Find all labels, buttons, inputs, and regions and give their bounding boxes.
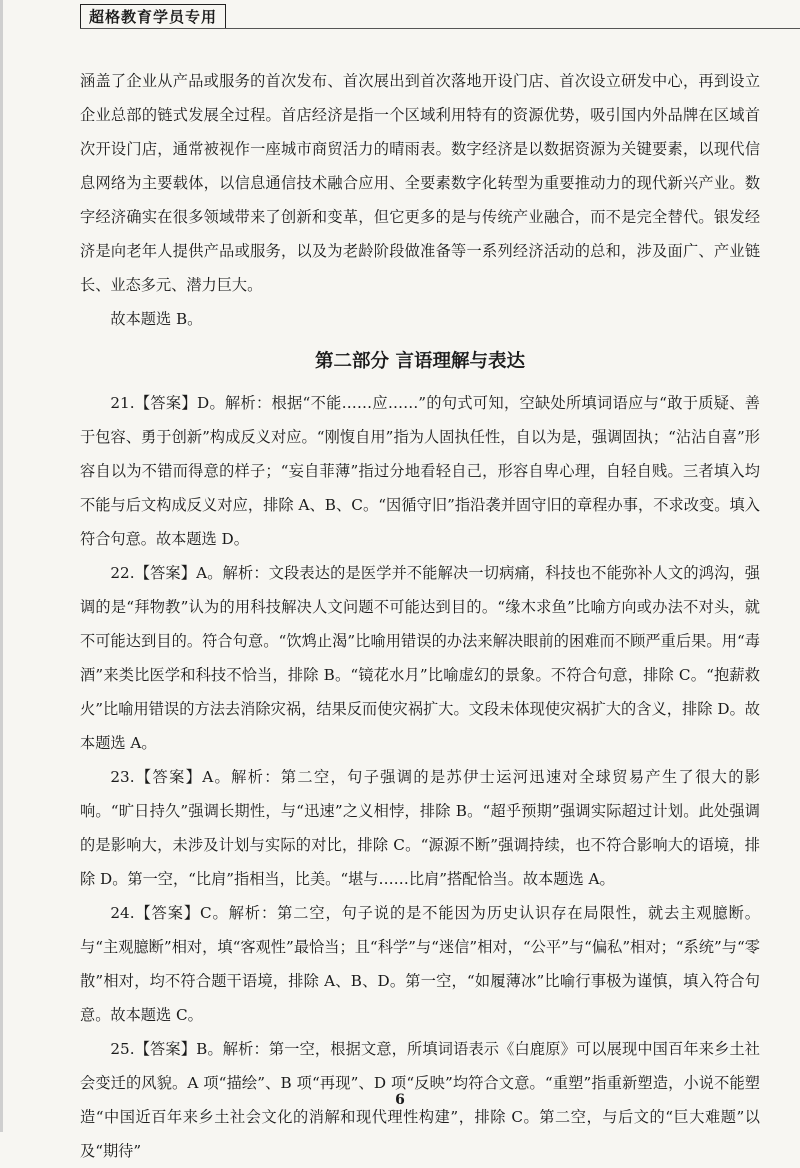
- question-23: 23.【答案】A。解析：第二空，句子强调的是苏伊士运河迅速对全球贸易产生了很大的影响。“旷日持久”强调长期性，与“迅速”之义相悖，排除 B。“超乎预期”强调实际超过计划。此处强调的是影响大，未涉及计划与实际的对比，排除 C。“源源不断”强调持续，也不符合影响大的语境，排除 D。第一空，“比肩”指相当，比美。“堪与……比肩”搭配恰当。故本题选 A。: [80, 768, 760, 888]
- question-24: 24.【答案】C。解析：第二空，句子说的是不能因为历史认识存在局限性，就去主观臆断。与“主观臆断”相对，填“客观性”最恰当；且“科学”与“迷信”相对，“公平”与“偏私”相对；“系统”与“零散”相对，均不符合题干语境，排除 A、B、D。第一空，“如履薄冰”比喻行事极为谨慎，填入符合句意。故本题选 C。: [80, 904, 760, 1024]
- header-tag: 超格教育学员专用: [80, 4, 226, 29]
- intro-paragraph: 涵盖了企业从产品或服务的首次发布、首次展出到首次落地开设门店、首次设立研发中心，再到设立企业总部的链式发展全过程。首店经济是指一个区域利用特有的资源优势，吸引国内外品牌在区域首次开设门店，通常被视作一座城市商贸活力的晴雨表。数字经济是以数据资源为关键要素，以现代信息网络为主要载体，以信息通信技术融合应用、全要素数字化转型为重要推动力的现代新兴产业。数字经济确实在很多领域带来了创新和变革，但它更多的是与传统产业融合，而不是完全替代。银发经济是向老年人提供产品或服务，以及为老龄阶段做准备等一系列经济活动的总和，涉及面广、产业链长、业态多元、潜力巨大。: [80, 72, 760, 294]
- intro-conclusion: 故本题选 B。: [110, 310, 203, 328]
- question-21: 21.【答案】D。解析：根据“不能……应……”的句式可知，空缺处所填词语应与“敢于质疑、善于包容、勇于创新”构成反义对应。“刚愎自用”指为人固执任性，自以为是，强调固执；“沾沾自喜”形容自以为不错而得意的样子；“妄自菲薄”指过分地看轻自己，形容自卑心理，自轻自贱。三者填入均不能与后文构成反义对应，排除 A、B、C。“因循守旧”指沿袭并固守旧的章程办事，不求改变。填入符合句意。故本题选 D。: [80, 394, 760, 548]
- question-25: 25.【答案】B。解析：第一空，根据文意，所填词语表示《白鹿原》可以展现中国百年来乡土社会变迁的风貌。A 项“描绘”、B 项“再现”、D 项“反映”均符合文意。“重塑”指重新塑造，小说不能塑造“中国近百年来乡土社会文化的消解和现代理性构建”，排除 C。第二空，与后文的“巨大难题”以及“期待”: [80, 1040, 760, 1160]
- question-22: 22.【答案】A。解析：文段表达的是医学并不能解决一切病痛，科技也不能弥补人文的鸿沟，强调的是“拜物教”认为的用科技解决人文问题不可能达到目的。“缘木求鱼”比喻方向或办法不对头，就不可能达到目的。符合句意。“饮鸩止渴”比喻用错误的办法来解决眼前的困难而不顾严重后果。用“毒酒”来类比医学和科技不恰当，排除 B。“镜花水月”比喻虚幻的景象。不符合句意，排除 C。“抱薪救火”比喻用错误的方法去消除灾祸，结果反而使灾祸扩大。文段未体现使灾祸扩大的含义，排除 D。故本题选 A。: [80, 564, 760, 752]
- page-number: 6: [395, 1092, 405, 1108]
- scan-edge: [0, 0, 3, 1132]
- section-title: 第二部分 言语理解与表达: [315, 351, 525, 372]
- page-content: [80, 64, 760, 1168]
- header-rule: [80, 28, 800, 29]
